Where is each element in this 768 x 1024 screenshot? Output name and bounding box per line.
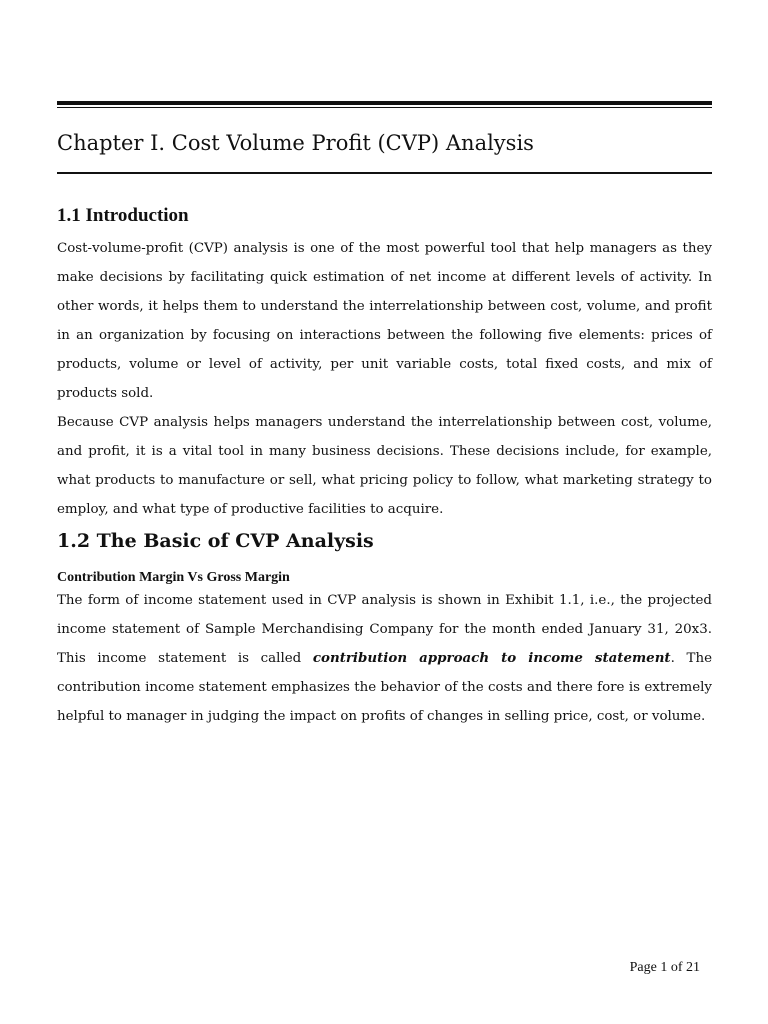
paragraph-text-before: The form of income statement used in CVP analysis is shown in Exhibit 1.1, i.e., the projected income statement of Sample Merchandising Company for the month ended January 31, 20x3. This income statement is called [57, 593, 712, 666]
title-underline-rule [57, 172, 712, 174]
chapter-title: Chapter I. Cost Volume Profit (CVP) Analysis [57, 131, 534, 155]
header-rule-thin [57, 107, 712, 108]
emphasized-term: contribution approach to income statement [312, 650, 671, 666]
paragraph-text-after: . The contribution income statement emphasizes the behavior of the costs and there fore is extremely helpful to manager in judging the impact on profits of changes in selling price, cost, or volume. [57, 651, 713, 724]
page-number: Page 1 of 21 [629, 960, 700, 975]
subheading-contribution-margin: Contribution Margin Vs Gross Margin [57, 570, 290, 585]
intro-paragraph-2: Because CVP analysis helps managers understand the interrelationship between cost, volume, and profit, it is a vital tool in many business decisions. These decisions include, for example, what products to manufacture or sell, what pricing policy to follow, what marketing strategy to employ, and what type of productive facilities to acquire. [57, 415, 712, 517]
section-heading-introduction: 1.1 Introduction [57, 205, 189, 226]
section-heading-basic-cvp: 1.2 The Basic of CVP Analysis [57, 530, 374, 552]
header-rule-thick [57, 101, 712, 105]
basic-cvp-paragraph [57, 586, 712, 731]
intro-paragraph-1: Cost-volume-profit (CVP) analysis is one of the most powerful tool that help managers as they make decisions by facilitating quick estimation of net income at different levels of activity. In other words, it helps them to understand the interrelationship between cost, volume, and profit in an organization by focusing on interactions between the following five elements: prices of products, volume or level of activity, per unit variable costs, total fixed costs, and mix of products sold. [57, 241, 712, 401]
